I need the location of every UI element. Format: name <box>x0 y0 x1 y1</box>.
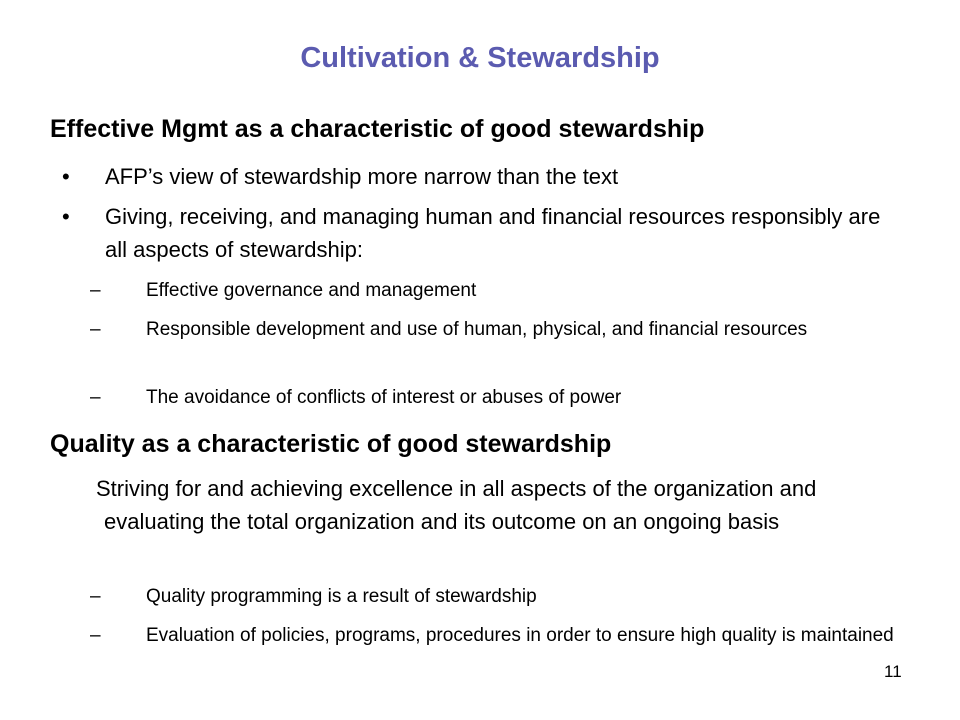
dash-icon: – <box>90 586 101 607</box>
bullet-text: Giving, receiving, and managing human and financial resources responsibly are all aspects of stewardship: <box>105 204 881 262</box>
bullet-text: AFP’s view of stewardship more narrow than the text <box>105 164 619 189</box>
sub-item-text: Effective governance and management <box>146 280 477 301</box>
quality-paragraph: Striving for and achieving excellence in all aspects of the organization and evaluating the total organization and its outcome on an ongoing basis <box>96 476 817 534</box>
section-heading-effective-mgmt: Effective Mgmt as a characteristic of good stewardship <box>50 115 705 143</box>
dash-icon: – <box>90 387 101 408</box>
dash-icon: – <box>90 319 101 340</box>
page-number: 11 <box>884 662 902 681</box>
slide-title: Cultivation & Stewardship <box>300 42 660 74</box>
dash-icon: – <box>90 280 101 301</box>
sub-item-text: Responsible development and use of human, physical, and financial resources <box>146 319 808 340</box>
sub-item-text: Evaluation of policies, programs, procedures in order to ensure high quality is maintained <box>146 625 894 646</box>
bullet-icon: • <box>62 164 70 189</box>
sub-item-text: The avoidance of conflicts of interest or abuses of power <box>146 387 622 408</box>
dash-icon: – <box>90 625 101 646</box>
bullet-icon: • <box>62 204 70 229</box>
section-heading-quality: Quality as a characteristic of good stewardship <box>50 430 612 458</box>
sub-item-text: Quality programming is a result of stewardship <box>146 586 537 607</box>
